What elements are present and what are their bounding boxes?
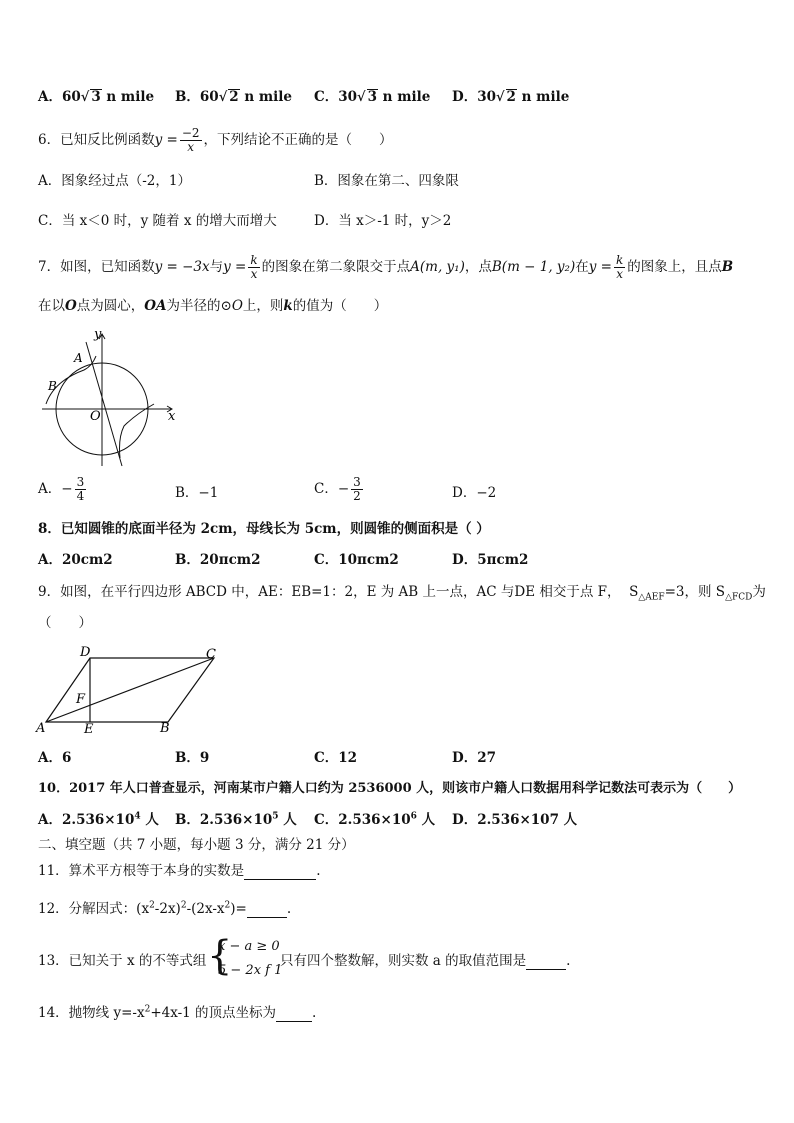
q6-stem: 6．已知反比例函数y = $\frac{-2}{x}$ ，下列结论不正确的是（ ）: [38, 126, 393, 154]
q10-option-d: D．2.536×107 人: [452, 812, 578, 828]
q9-diagonal-ac: [46, 658, 214, 722]
q9-paren: （ ）: [38, 615, 92, 631]
q5-option-a: A．60√ 3 n mile: [38, 89, 155, 105]
q8-option-c: C．10πcm2: [314, 552, 399, 568]
q7-option-a: A．− $\frac{3}{4}$: [38, 475, 85, 503]
q12-answer-blank[interactable]: [247, 903, 287, 918]
q9-label-f: F: [76, 692, 86, 707]
q9-stem: 9．如图，在平行四边形 ABCD 中，AE：EB=1：2，E 为 AB 上一点，AC 与DE 相交于点 F， $S_{\triangle AEF}=3$，则 $S_{\triangle FCD}$为: [38, 584, 766, 603]
q9-option-d: D．27: [452, 750, 496, 766]
q9-label-a: A: [36, 721, 46, 736]
q9-option-b: B．9: [175, 750, 210, 766]
q14-stem: 14．抛物线 $y=-x^2+4x-1$ 的顶点坐标为 .: [38, 1004, 317, 1021]
q7-stem-line1: 7．如图，已知函数y = −3x与y = $\frac{k}{x}$ 的图象在第二象限交于点A(m, y₁)，点B(m − 1, y₂)在y = $\frac{k}{x}$ 的图象上，且点B: [38, 253, 734, 281]
q7-stem-line2: 在以O点为圆心，OA为半径的⊙O上，则k的值为（ ）: [38, 298, 388, 314]
q14-answer-blank[interactable]: [276, 1007, 312, 1022]
q13-row2: 5 − 2x f 1: [218, 963, 283, 978]
q7-label-b: B: [48, 379, 57, 393]
q9-option-c: C．12: [314, 750, 358, 766]
q13-lead: 13．已知关于 x 的不等式组: [38, 953, 207, 969]
q7-option-b: B．−1: [175, 485, 219, 501]
q8-option-a: A．20cm2: [38, 552, 113, 568]
q13-brace: {: [207, 933, 233, 979]
q7-label-a: A: [74, 351, 83, 365]
q7-label-y: y: [94, 327, 102, 342]
q10-option-b: B．$2.536\times 10^5$ 人: [175, 811, 297, 828]
q8-option-b: B．20πcm2: [175, 552, 261, 568]
q7-label-x: x: [168, 409, 176, 424]
q10-option-c: C．$2.536\times 10^6$ 人: [314, 811, 436, 828]
q11-answer-blank[interactable]: [244, 865, 316, 880]
q10-stem: 10．2017 年人口普查显示，河南某市户籍人口约为 2536000 人，则该市户籍人口数据用科学记数法可表示为（ ）: [38, 781, 742, 796]
q9-label-e: E: [84, 722, 94, 736]
q6-option-a: A．图象经过点（-2，1）: [38, 173, 191, 189]
q5-option-d: D．30√ 2 n mile: [452, 89, 570, 105]
q13-answer-blank[interactable]: [526, 955, 566, 970]
q13-tail: 只有四个整数解，则实数 a 的取值范围是 .: [280, 953, 571, 969]
q7-hyperbola-lower: [120, 404, 155, 458]
q11-stem: 11．算术平方根等于本身的实数是 .: [38, 863, 321, 879]
q9-label-b: B: [160, 721, 170, 736]
q6-option-c: C．当 x＜0 时，y 随着 x 的增大而增大: [38, 213, 277, 229]
q9-option-a: A．6: [38, 750, 72, 766]
q6-option-d: D．当 x＞-1 时，y＞2: [314, 213, 452, 229]
q7-option-c: C．− $\frac{3}{2}$: [314, 475, 361, 503]
q6-option-b: B．图象在第二、四象限: [314, 173, 459, 189]
q7-label-o: O: [90, 409, 101, 424]
q5-option-b: B．60√ 2 n mile: [175, 89, 293, 105]
q7-option-d: D．−2: [452, 485, 497, 501]
q9-figure: [34, 644, 224, 736]
q8-option-d: D．5πcm2: [452, 552, 529, 568]
q9-label-c: C: [206, 647, 216, 662]
q10-option-a: A．$2.536\times 10^4$ 人: [38, 811, 159, 828]
q13-row1: x − a ≥ 0: [218, 939, 280, 954]
section-heading-fill-in: 二、填空题（共 7 小题，每小题 3 分，满分 21 分）: [38, 837, 355, 853]
q5-option-c: C．30√ 3 n mile: [314, 89, 431, 105]
q8-stem: 8．已知圆锥的底面半径为 2cm，母线长为 5cm，则圆锥的侧面积是（ ）: [38, 521, 490, 537]
q12-stem: 12．分解因式：$(x^2-2x)^2-(2x-x^2)=$ .: [38, 900, 292, 917]
q7-figure: [36, 326, 186, 468]
q9-label-d: D: [80, 645, 91, 660]
q7-line: [86, 342, 122, 466]
